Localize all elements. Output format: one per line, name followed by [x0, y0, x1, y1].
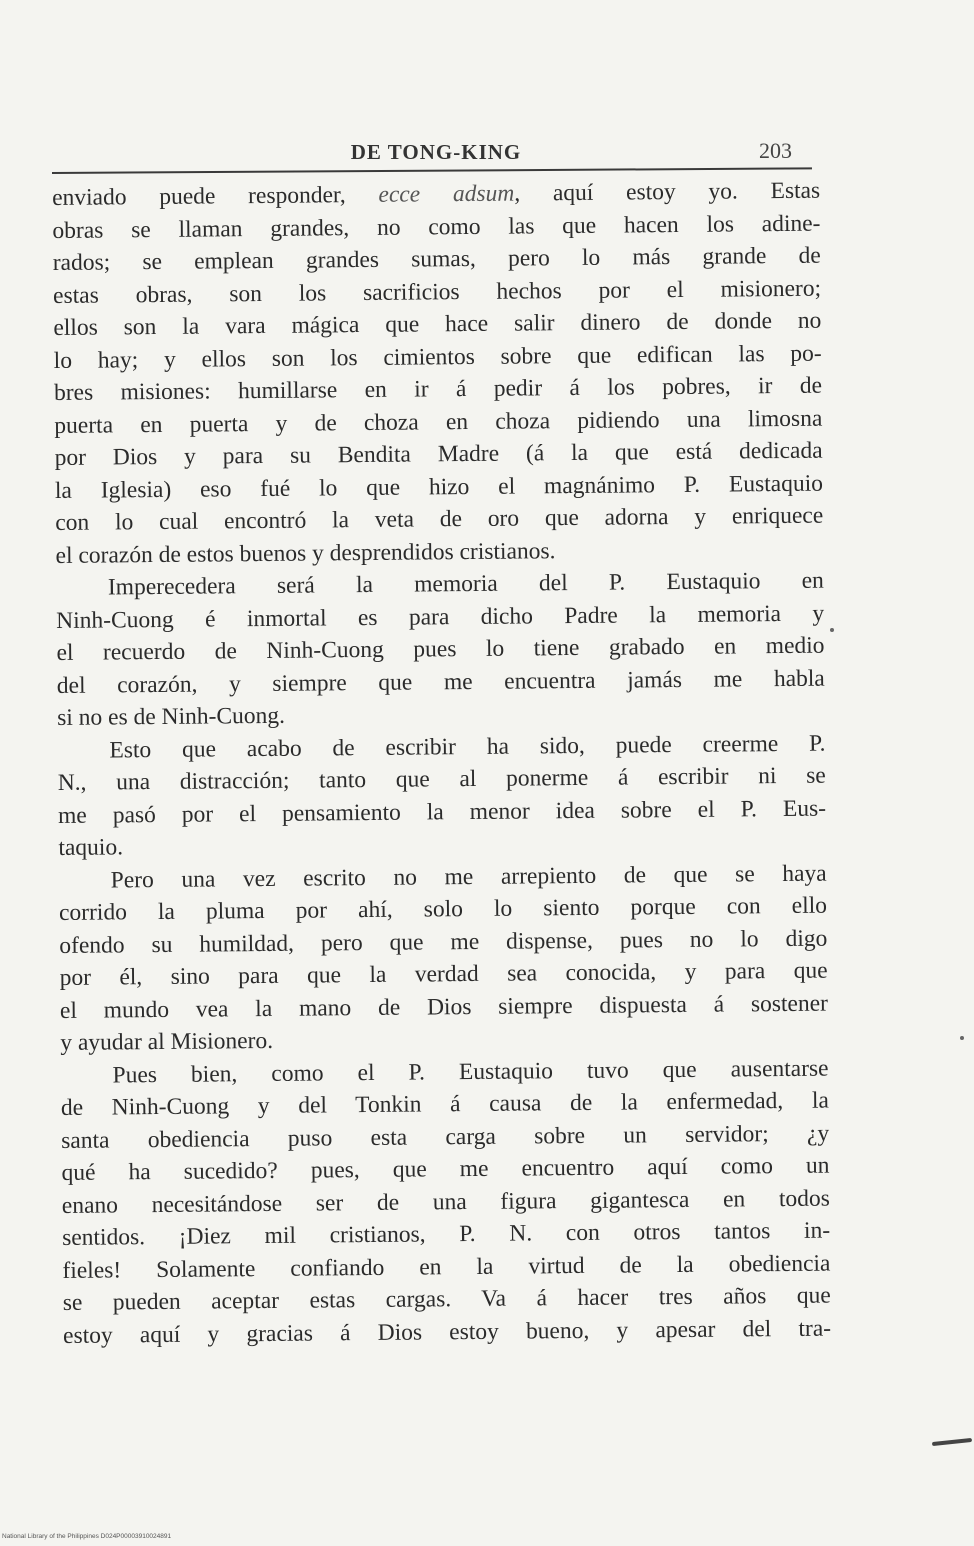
text-line: estas obras, son los sacrificios hechos por el misionero;: [52, 275, 822, 309]
print-speck: [830, 628, 834, 632]
text-line: de Ninh-Cuong y del Tonkin á causa de la enfermedad, la: [60, 1087, 829, 1121]
text-line: estoy aquí y gracias á Dios estoy bueno, y apesar del tra-: [62, 1315, 832, 1349]
text-line: con lo cual encontró la veta de oro que adorna y enriquece: [55, 502, 824, 536]
body-text: [52, 175, 831, 1352]
text-line: Imperecedera será la memoria del P. Eustaquio en: [107, 567, 824, 601]
text-line: qué ha sucedido? pues, que me encuentro aquí como un: [61, 1152, 830, 1186]
text-line: santa obediencia puso esta carga sobre un servidor; ¿y: [61, 1120, 830, 1154]
text-line: el recuerdo de Ninh-Cuong pues lo tiene grabado en medio: [56, 632, 825, 666]
text-line: por Dios y para su Bendita Madre (á la que está dedicada: [54, 437, 823, 471]
text-line: corrido la pluma por ahí, solo lo siento porque con ello: [58, 892, 828, 926]
text-line: lo hay; y ellos son los cimientos sobre que edifican las po-: [53, 340, 822, 374]
text-line: Pues bien, como el P. Eustaquio tuvo que ausentarse: [112, 1055, 829, 1088]
text-line: si no es de Ninh-Cuong.: [57, 702, 286, 731]
page-number: 203: [759, 138, 792, 163]
text-line: la Iglesia) eso fué lo que hizo el magnánimo P. Eustaquio: [54, 470, 824, 504]
text-line: me pasó por el pensamiento la menor idea sobre el P. Eus-: [57, 795, 827, 829]
text-line: puerta en puerta y de choza en choza pidiendo una limosna: [54, 405, 823, 439]
latin-phrase: ecce adsum: [378, 180, 515, 208]
text-line: del corazón, y siempre que me encuentra jamás me habla: [56, 665, 825, 699]
text-line: ellos son la vara mágica que hace salir dinero de donde no: [53, 307, 822, 341]
text-line: Esto que acabo de escribir ha sido, puede creerme P.: [109, 730, 826, 763]
page-header: [52, 140, 820, 170]
page-edge-mark: [932, 1438, 972, 1446]
text-line: ofendo su humildad, pero que me dispense, pues no lo digo: [59, 925, 828, 959]
text-line: el mundo vea la mano de Dios siempre dispuesta á sostener: [59, 990, 829, 1024]
running-title: DE TONG-KING: [350, 140, 522, 164]
text-line: enviado puede responder, ecce adsum, aquí estoy yo. Estas: [52, 177, 821, 211]
text-line: por él, sino para que la verdad sea conocida, y para que: [59, 957, 828, 991]
print-speck: [960, 1036, 964, 1040]
text-line: taquio.: [58, 834, 124, 861]
text-line: fieles! Solamente confiando en la virtud de la obediencia: [62, 1250, 831, 1284]
text-line: Pero una vez escrito no me arrepiento de que se haya: [110, 860, 827, 893]
text-line: sentidos. ¡Diez mil cristianos, P. N. con otros tantos in-: [62, 1217, 831, 1251]
text-line: bres misiones: humillarse en ir á pedir á los pobres, ir de: [53, 372, 823, 406]
text-line: rados; se emplean grandes sumas, pero lo más grande de: [52, 242, 821, 276]
text-line: Ninh-Cuong é inmortal es para dicho Padre la memoria y: [56, 600, 825, 634]
text-line: obras se llaman grandes, no como las que hacen los adine-: [52, 210, 821, 244]
text-line: se pueden aceptar estas cargas. Va á hacer tres años que: [62, 1282, 831, 1316]
text-line: y ayudar al Misionero.: [60, 1027, 274, 1056]
text-line: el corazón de estos buenos y desprendidos cristianos.: [55, 537, 556, 569]
text-line: N., una distracción; tanto que al ponerme á escribir ni se: [57, 762, 826, 796]
text-line: enano necesitándose ser de una figura gigantesca en todos: [61, 1185, 830, 1219]
scan-credit: National Library of the Philippines D024P00003910024891: [2, 1533, 172, 1540]
